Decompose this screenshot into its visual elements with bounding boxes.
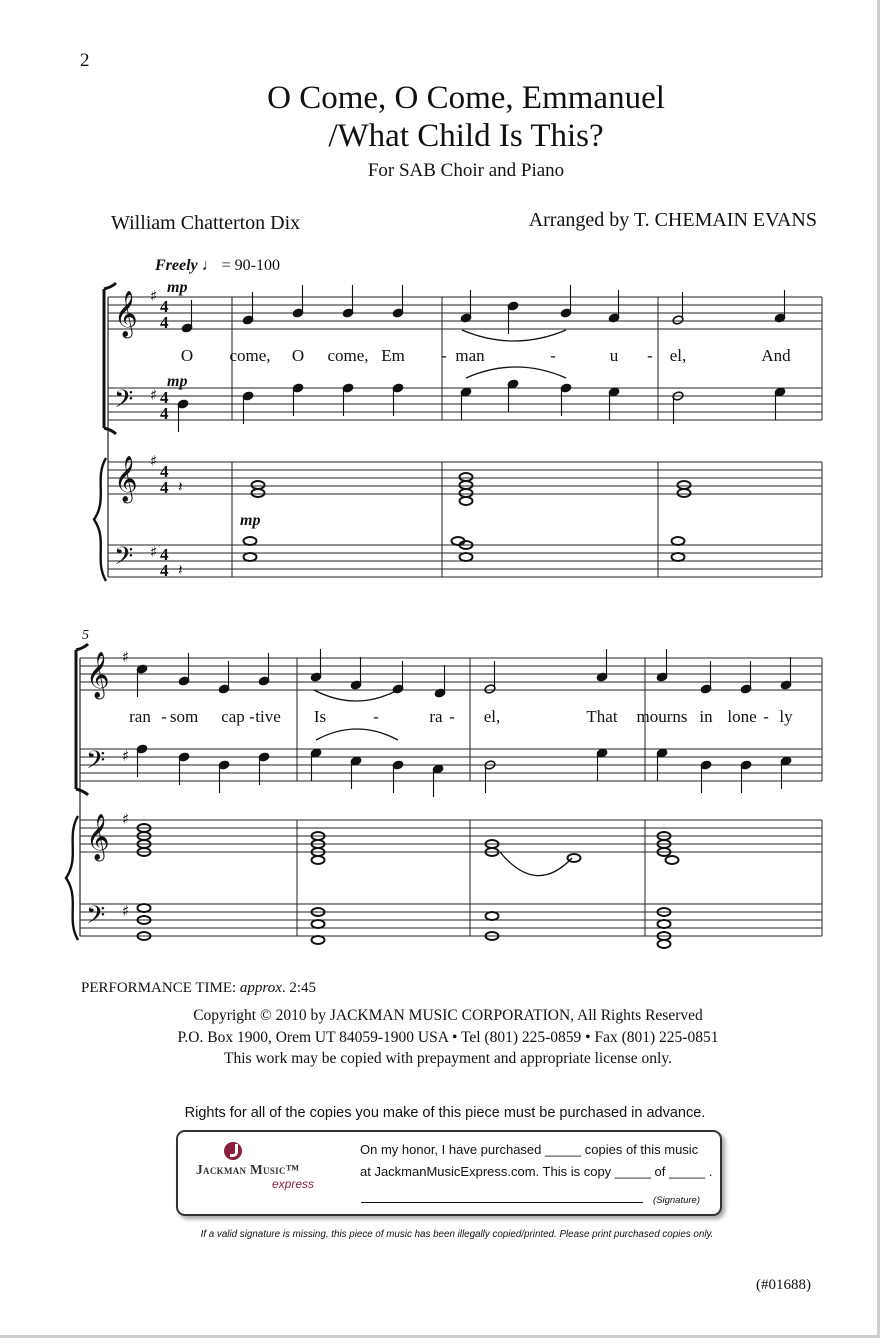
- title-line-1: O Come, O Come, Emmanuel: [267, 80, 665, 116]
- whole-note: [672, 553, 685, 561]
- treble-clef-icon: 𝄞: [114, 456, 138, 502]
- lyric-syllable: el,: [669, 346, 687, 365]
- piano-brace: [66, 816, 78, 940]
- lyric-syllable: -: [161, 707, 167, 726]
- time-signature-bottom: 4: [160, 561, 169, 580]
- bass-clef-icon: 𝄢: [86, 901, 106, 936]
- logo-express: express: [272, 1177, 315, 1191]
- copyright-line-3: This work may be copied with prepayment and appropriate license only.: [224, 1050, 672, 1067]
- honor-line-2: at JackmanMusicExpress.com. This is copy _____ of _____ .: [360, 1164, 713, 1179]
- performance-value: . 2:45: [281, 980, 317, 996]
- whole-note: [658, 940, 671, 948]
- key-signature-sharp-icon: ♯: [150, 386, 158, 404]
- tempo-range: = 90-100: [221, 257, 281, 274]
- key-signature-sharp-icon: ♯: [150, 543, 158, 561]
- signature-line: [361, 1202, 643, 1203]
- quarter-rest-icon: 𝄽: [178, 561, 183, 579]
- barlines: [80, 297, 822, 936]
- staff-lines: [80, 297, 822, 936]
- lyric-syllable: -: [449, 707, 455, 726]
- lyric-syllable: tive: [255, 707, 281, 726]
- lyric-syllable: -: [763, 707, 769, 726]
- bass-clef-icon: 𝄢: [114, 385, 134, 420]
- whole-note: [460, 553, 473, 561]
- time-signature-top: 4: [160, 462, 169, 481]
- lyric-syllable: in: [699, 707, 713, 726]
- whole-note: [672, 537, 685, 545]
- lyric-syllable: -: [373, 707, 379, 726]
- key-signature-sharp-icon: ♯: [122, 747, 130, 765]
- whole-note: [678, 489, 691, 497]
- lyric-syllable: O: [291, 346, 305, 365]
- time-signature-bottom: 4: [160, 404, 169, 423]
- treble-clef-icon: 𝄞: [114, 291, 138, 337]
- notes: [136, 285, 792, 948]
- tempo-word: Freely: [155, 257, 198, 274]
- lyric-syllable: ra: [429, 707, 443, 726]
- whole-note: [312, 856, 325, 864]
- whole-note: [460, 489, 473, 497]
- bass-clef-icon: 𝄢: [114, 542, 134, 577]
- treble-clef-icon: 𝄞: [86, 652, 110, 698]
- whole-note: [312, 920, 325, 928]
- lyric-syllable: mourns: [636, 707, 688, 726]
- key-signature-sharp-icon: ♯: [150, 452, 158, 470]
- whole-note: [244, 537, 257, 545]
- signature-label: (Signature): [653, 1195, 700, 1206]
- time-signature-bottom: 4: [160, 478, 169, 497]
- copyright-block: [0, 1005, 886, 1070]
- lyric-syllable: Em: [381, 346, 405, 365]
- whole-note: [460, 473, 473, 481]
- whole-note: [460, 481, 473, 489]
- lyric-syllable: ly: [779, 707, 793, 726]
- lyric-syllable: O: [180, 346, 194, 365]
- lyric-syllable: -: [550, 346, 556, 365]
- copyright-line-2: P.O. Box 1900, Orem UT 84059-1900 USA • Tel (801) 225-0859 • Fax (801) 225-0851: [177, 1028, 719, 1046]
- lyric-syllable: cap: [221, 707, 245, 726]
- slur: [462, 330, 566, 341]
- quarter-rest-icon: 𝄽: [178, 478, 183, 496]
- quarter-note-icon: ♩: [201, 257, 218, 274]
- page-number: 2: [80, 50, 90, 71]
- lyric-syllable: lone: [727, 707, 757, 726]
- key-signature-sharp-icon: ♯: [150, 287, 158, 305]
- lyric-syllable: u: [609, 346, 619, 365]
- copyright-line-1: Copyright © 2010 by JACKMAN MUSIC CORPORATION, All Rights Reserved: [193, 1007, 703, 1024]
- tie: [500, 852, 572, 876]
- jackman-logo-icon: [224, 1142, 242, 1160]
- time-signature-top: 4: [160, 545, 169, 564]
- lyric-syllable: -: [441, 346, 447, 365]
- whole-note: [244, 553, 257, 561]
- rights-notice: Rights for all of the copies you make of this piece must be purchased in advance.: [184, 1105, 706, 1121]
- lyric-syllable: And: [761, 346, 791, 365]
- clefs: [86, 287, 169, 936]
- subtitle: For SAB Choir and Piano: [367, 160, 565, 181]
- key-signature-sharp-icon: ♯: [122, 810, 130, 828]
- arranger: Arranged by T. CHEMAIN EVANS: [528, 209, 817, 231]
- honor-line-1: On my honor, I have purchased _____ copies of this music: [360, 1142, 699, 1157]
- whole-note: [138, 904, 151, 912]
- performance-approx: approx: [239, 980, 282, 996]
- time-signature-top: 4: [160, 388, 169, 407]
- bass-clef-icon: 𝄢: [86, 746, 106, 781]
- slur: [466, 367, 566, 378]
- whole-note: [460, 497, 473, 505]
- performance-label: PERFORMANCE TIME:: [81, 980, 237, 996]
- lyrics-system-2: [129, 707, 793, 726]
- whole-note: [312, 936, 325, 944]
- slur: [314, 690, 398, 701]
- license-box: [176, 1130, 722, 1216]
- copy-warning: If a valid signature is missing, this piece of music has been illegally copied/printed. Please print purchased copies only.: [200, 1229, 714, 1240]
- time-signature-top: 4: [160, 297, 169, 316]
- performance-time: [81, 980, 316, 997]
- whole-note: [252, 481, 265, 489]
- whole-note: [252, 489, 265, 497]
- lyric-syllable: Is: [313, 707, 327, 726]
- lyric-syllable: That: [586, 707, 618, 726]
- whole-note: [678, 481, 691, 489]
- logo-text: Jackman Music™: [196, 1162, 300, 1177]
- lyric-syllable: come,: [229, 346, 271, 365]
- treble-clef-icon: 𝄞: [86, 814, 110, 860]
- lyric-syllable: man: [455, 346, 485, 365]
- catalog-number: (#01688): [756, 1277, 811, 1293]
- key-signature-sharp-icon: ♯: [122, 648, 130, 666]
- lyrics-system-1: [181, 346, 791, 365]
- key-signature-sharp-icon: ♯: [122, 902, 130, 920]
- time-signature-bottom: 4: [160, 313, 169, 332]
- whole-note: [486, 912, 499, 920]
- lyric-syllable: ran: [129, 707, 151, 726]
- lyric-syllable: -: [249, 707, 255, 726]
- lyricist: William Chatterton Dix: [111, 212, 301, 234]
- whole-note: [658, 920, 671, 928]
- slur: [316, 729, 398, 740]
- lyric-syllable: som: [169, 707, 199, 726]
- lyric-syllable: el,: [483, 707, 501, 726]
- dynamic-mp-piano: mp: [240, 512, 261, 529]
- piano-brace: [94, 458, 106, 581]
- whole-note: [666, 856, 679, 864]
- title-line-2: /What Child Is This?: [328, 118, 604, 154]
- lyric-syllable: -: [647, 346, 653, 365]
- dynamic-mp-soprano: mp: [167, 279, 188, 296]
- lyric-syllable: come,: [327, 346, 369, 365]
- measure-number: 5: [82, 628, 89, 643]
- dynamic-mp-bass: mp: [167, 373, 188, 390]
